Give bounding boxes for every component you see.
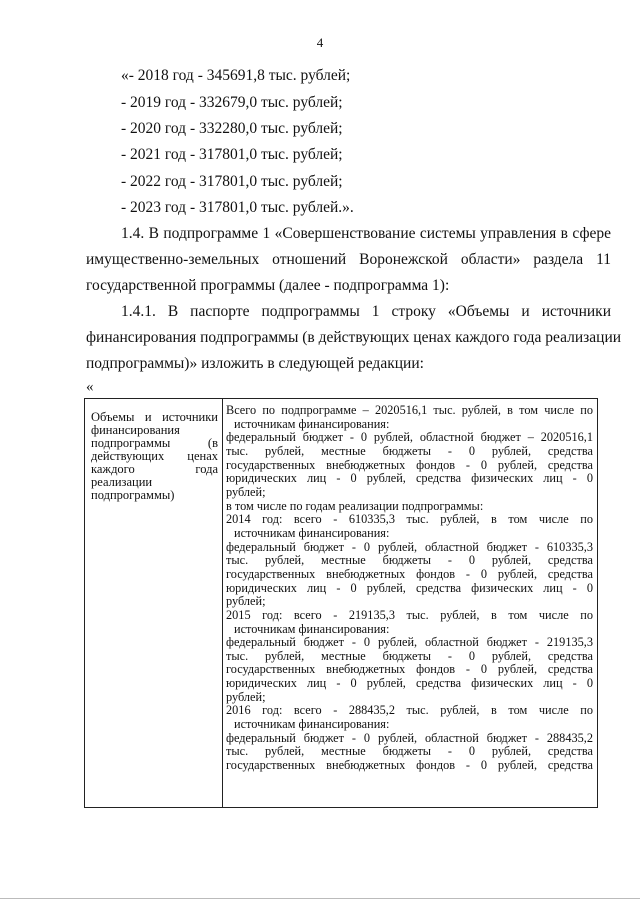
label-line: Объемы и источники bbox=[91, 410, 218, 424]
value-line: юридических лиц - 0 рублей, средства физических лиц - 0 bbox=[226, 581, 593, 595]
financing-list-item: - 2019 год - 332679,0 тыс. рублей; bbox=[121, 94, 343, 111]
value-line: тыс. рублей, местные бюджеты - 0 рублей, средства bbox=[226, 554, 593, 568]
label-line: каждого года bbox=[91, 462, 218, 476]
table-value-cell bbox=[226, 399, 593, 808]
value-line: тыс. рублей, местные бюджеты - 0 рублей, средства bbox=[226, 745, 593, 759]
label-line: подпрограммы (в bbox=[91, 436, 218, 450]
value-line: государственных внебюджетных фондов - 0 рублей, средства bbox=[226, 567, 593, 581]
value-line: юридических лиц - 0 рублей, средства физических лиц - 0 bbox=[226, 472, 593, 486]
value-line: федеральный бюджет - 0 рублей, областной бюджет - 610335,3 bbox=[226, 540, 593, 554]
value-line: источникам финансирования: bbox=[234, 525, 390, 540]
paragraph-1-4-1-line: финансирования подпрограммы (в действующих ценах каждого года реализации bbox=[86, 329, 622, 346]
value-line: источникам финансирования: bbox=[234, 416, 390, 431]
value-line: рублей; bbox=[226, 484, 266, 499]
paragraph-1-4-line: государственной программы (далее - подпрограмма 1): bbox=[86, 277, 450, 294]
page-bottom-rule bbox=[0, 898, 640, 899]
label-line: подпрограммы) bbox=[91, 488, 175, 502]
value-line: источникам финансирования: bbox=[234, 621, 390, 636]
page-number: 4 bbox=[316, 35, 324, 50]
value-line: федеральный бюджет - 0 рублей, областной бюджет - 288435,2 bbox=[226, 731, 593, 745]
label-line: действующих ценах bbox=[91, 449, 218, 463]
value-line: федеральный бюджет - 0 рублей, областной бюджет - 219135,3 bbox=[226, 636, 593, 650]
financing-list-item: - 2020 год - 332280,0 тыс. рублей; bbox=[121, 120, 343, 137]
financing-list-item: - 2022 год - 317801,0 тыс. рублей; bbox=[121, 173, 343, 190]
value-line: государственных внебюджетных фондов - 0 рублей, средства bbox=[226, 663, 593, 677]
quote-open-mark: « bbox=[86, 379, 94, 395]
value-line: в том числе по годам реализации подпрограммы: bbox=[226, 498, 484, 513]
value-line: федеральный бюджет - 0 рублей, областной бюджет – 2020516,1 bbox=[226, 431, 593, 445]
value-line: юридических лиц - 0 рублей, средства физических лиц - 0 bbox=[226, 677, 593, 691]
value-line: источникам финансирования: bbox=[234, 717, 390, 732]
value-line: государственных внебюджетных фондов - 0 рублей, средства bbox=[226, 759, 593, 773]
financing-list-item: - 2021 год - 317801,0 тыс. рублей; bbox=[121, 146, 343, 163]
value-line: 2016 год: всего - 288435,2 тыс. рублей, в том числе по bbox=[226, 704, 593, 718]
value-line: рублей; bbox=[226, 689, 266, 704]
value-line: 2015 год: всего - 219135,3 тыс. рублей, в том числе по bbox=[226, 608, 593, 622]
label-line: реализации bbox=[91, 475, 153, 489]
value-line: тыс. рублей, местные бюджеты - 0 рублей, средства bbox=[226, 649, 593, 663]
funding-table bbox=[84, 398, 598, 808]
paragraph-1-4-line: 1.4. В подпрограмме 1 «Совершенствование системы управления в сфере bbox=[121, 225, 611, 242]
financing-list-item: - 2023 год - 317801,0 тыс. рублей.». bbox=[121, 199, 354, 216]
paragraph-1-4-line: имущественно-земельных отношений Воронежской области» раздела 11 bbox=[86, 251, 611, 268]
value-line: 2014 год: всего - 610335,3 тыс. рублей, в том числе по bbox=[226, 513, 593, 527]
value-line: рублей; bbox=[226, 594, 266, 609]
label-line: финансирования bbox=[91, 423, 180, 437]
paragraph-1-4-1-line: 1.4.1. В паспорте подпрограммы 1 строку «Объемы и источники bbox=[121, 303, 611, 320]
value-line: тыс. рублей, местные бюджеты - 0 рублей, средства bbox=[226, 444, 593, 458]
financing-list-item: «- 2018 год - 345691,8 тыс. рублей; bbox=[121, 67, 351, 84]
paragraph-1-4-1-line: подпрограммы)» изложить в следующей редакции: bbox=[86, 355, 424, 372]
value-line: государственных внебюджетных фондов - 0 рублей, средства bbox=[226, 458, 593, 472]
value-line: Всего по подпрограмме – 2020516,1 тыс. рублей, в том числе по bbox=[226, 404, 593, 417]
table-label-cell bbox=[85, 399, 223, 807]
